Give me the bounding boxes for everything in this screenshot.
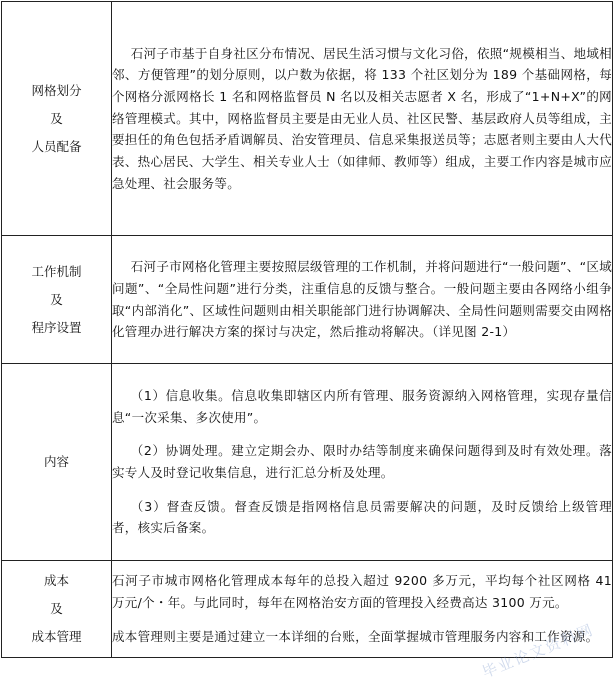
- table-row-grid-division: [2, 2, 613, 236]
- label-line: 人员配备: [31, 138, 82, 154]
- watermark: 毕业论文资料网: [479, 620, 597, 682]
- row-content-cell: [112, 364, 613, 561]
- label-line: 及: [50, 291, 63, 307]
- table-row-cost: [2, 561, 613, 658]
- label-line: 及: [50, 110, 63, 126]
- content-paragraph: 石河子市网格化管理主要按照层级管理的工作机制，并将问题进行“一般问题”、“区域问题”、“全局性问题”进行分类，注重信息的反馈与整合。一般问题主要由各网络小组争取“内部消化”、区域性问题则由相关职能部门进行协调解决、全局性问题则需要交由网格化管理办进行解决方案的探讨与决定，然后推动将解决。（详见图 2-1）: [112, 259, 612, 340]
- label-line: 内容: [43, 454, 69, 469]
- table-row-work-mechanism: [2, 236, 613, 364]
- label-line: 成本管理: [31, 629, 82, 644]
- row-content-cell: [112, 236, 613, 364]
- row-label-cell: [2, 236, 112, 364]
- row-content-cell: [112, 561, 613, 658]
- label-line: 程序设置: [31, 319, 82, 335]
- label-line: 工作机制: [31, 263, 82, 279]
- content-paragraph: （2）协调处理。建立定期会办、限时办结等制度来确保问题得到及时有效处理。落实专人及时登记收集信息，进行汇总分析及处理。: [112, 443, 612, 480]
- document-table: [1, 1, 613, 658]
- row-label-cell: [2, 2, 112, 236]
- table-row-content: [2, 364, 613, 561]
- content-paragraph: （1）信息收集。信息收集即辖区内所有管理、服务资源纳入网格管理，实现存量信息“一次采集、多次使用”。: [112, 387, 612, 425]
- content-paragraph: （3）督查反馈。督查反馈是指网格信息员需要解决的问题，及时反馈给上级管理者，核实后备案。: [112, 498, 612, 536]
- content-paragraph: 成本管理则主要是通过建立一本详细的台账，全面掌握城市管理服务内容和工作资源。: [112, 628, 599, 644]
- row-content-cell: [112, 2, 613, 236]
- row-label-cell: [2, 561, 112, 658]
- label-line: 网格划分: [31, 82, 82, 98]
- content-paragraph: 石河子市基于自身社区分布情况、居民生活习惯与文化习俗，依照“规模相当、地域相邻、方便管理”的划分原则，以户数为依据，将 133 个社区划分为 189 个基础网格，每个网格分派网格长 1 名和网格监督员 N 名以及相关志愿者 X 名，形成了“1+N+X”的网络管理模式。其中，网格监督员主要是由无业人员、社区民警、基层政府人员等组成，主要担任的角色包括矛盾调解员、治安管理员、信息采集报送员等；志愿者则主要由人大代表、热心居民、大学生、相关专业人士（如律师、教师等）组成，主要工作内容是城市应急处理、社会服务等。: [112, 45, 612, 191]
- row-label-cell: [2, 364, 112, 561]
- label-line: 成本: [43, 573, 69, 588]
- label-line: 及: [50, 601, 63, 616]
- content-paragraph: 石河子市城市网格化管理成本每年的总投入超过 9200 多万元，平均每个社区网格 41 万元/个・年。与此同时，每年在网格治安方面的管理投入经费高达 3100 万元。: [112, 573, 612, 611]
